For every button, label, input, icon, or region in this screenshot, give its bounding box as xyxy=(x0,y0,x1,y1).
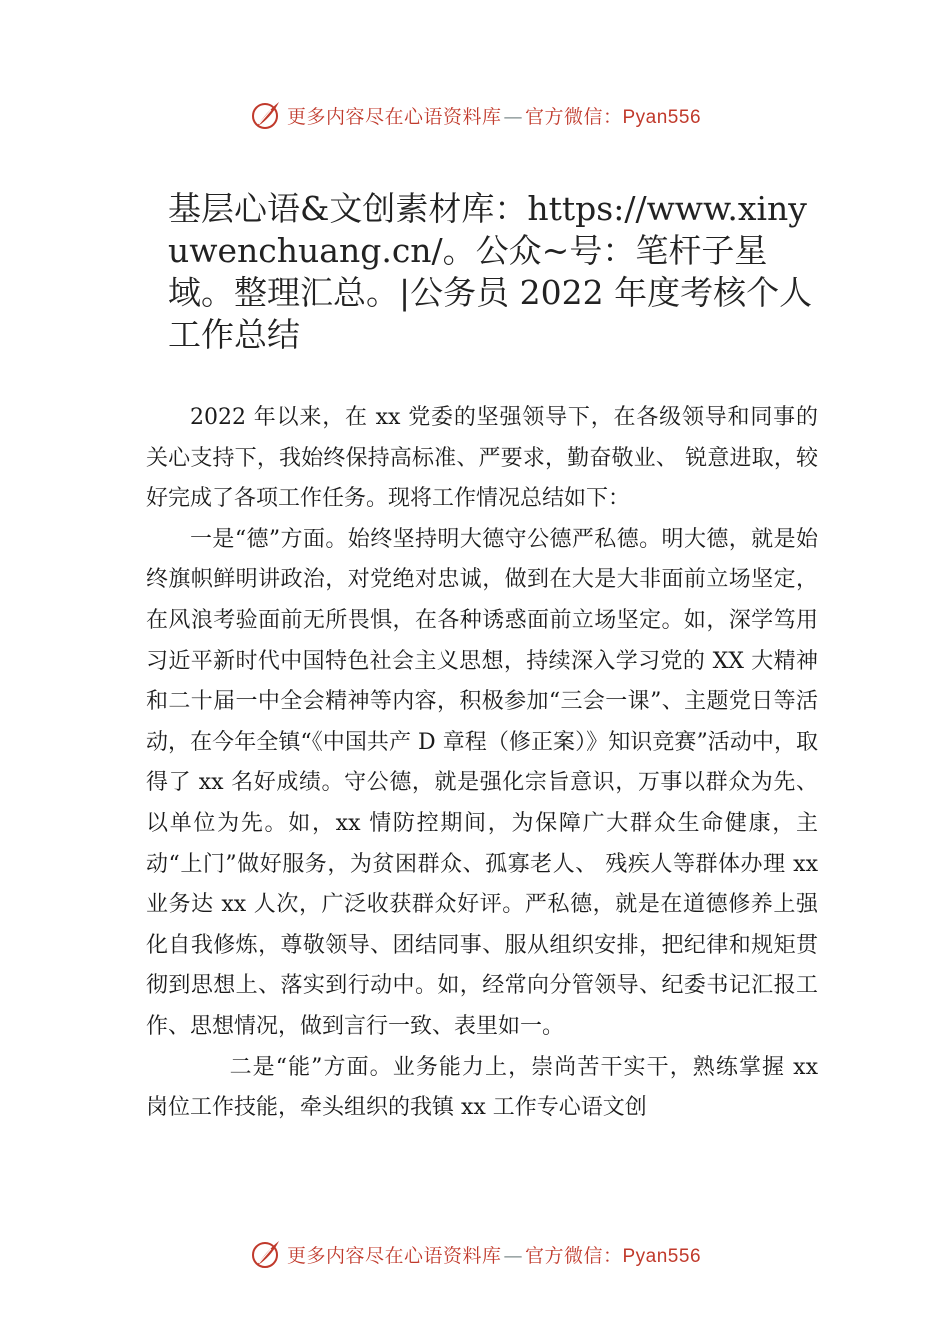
paragraph-neng: 二是“能”方面。业务能力上，崇尚苦干实干，熟练掌握 xx 岗位工作技能，牵头组织的我镇 xx 工作专心语文创 xyxy=(146,1054,818,1121)
feather-pen-logo-icon xyxy=(249,98,283,132)
banner-text: 更多内容尽在心语资料库 — 官方微信：Pyan556 xyxy=(286,105,702,128)
banner-text: 更多内容尽在心语资料库 — 官方微信：Pyan556 xyxy=(286,1244,702,1267)
paragraph-intro: 2022 年以来，在 xx 党委的坚强领导下，在各级领导和同事的关心支持下，我始终保持高标准、严要求，勤奋敬业、 锐意进取，较好完成了各项工作任务。现将工作情况总结如下： xyxy=(146,405,818,512)
paragraph-de: 一是“德”方面。始终坚持明大德守公德严私德。明大德，就是始终旗帜鲜明讲政治，对党绝对忠诚，做到在大是大非面前立场坚定，在风浪考验面前无所畏惧，在各种诱惑面前立场坚定。如，深学笃用习近平新时代中国特色社会主义思想，持续深入学习党的 XX 大精神和二十届一中全会精神等内容，积极参加“三会一课”、主题党日等活动，在今年全镇“《中国共产 D 章程（修正案）》知识竞赛”活动中，取得了 xx 名好成绩。守公德，就是强化宗旨意识，万事以群众为先、以单位为先。如，xx 情防控期间，为保障广大群众生命健康，主动“上门”做好服务，为贫困群众、孤寡老人、 残疾人等群体办理 xx 业务达 xx 人次，广泛收获群众好评。严私德，就是在道德修养上强化自我修炼，尊敬领导、团结同事、服从组织安排，把纪律和规矩贯彻到思想上、落实到行动中。如，经常向分管领导、纪委书记汇报工作、思想情况，做到言行一致、表里如一。 xyxy=(146,526,818,1039)
document-title: 基层心语&文创素材库：https://www.xinyuwenchuang.cn/。公众~号：笔杆子星域。整理汇总。|公务员 2022 年度考核个人工作总结 xyxy=(168,189,813,354)
header-banner xyxy=(0,95,950,135)
footer-banner xyxy=(0,1234,950,1274)
feather-pen-logo-icon xyxy=(249,1237,283,1271)
document-body xyxy=(146,398,818,1129)
